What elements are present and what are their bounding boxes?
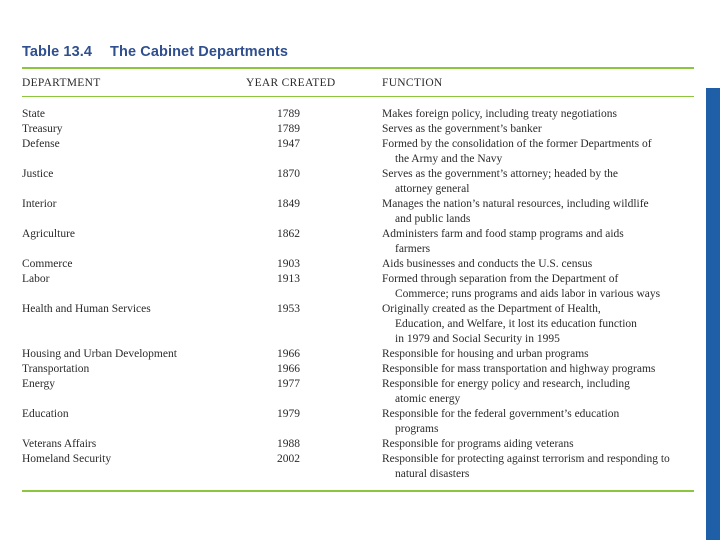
function-continuation-line: Education, and Welfare, it lost its education function bbox=[395, 318, 637, 330]
function-line: Administers farm and food stamp programs and aids bbox=[382, 228, 624, 240]
function-continuation-line: in 1979 and Social Security in 1995 bbox=[395, 333, 560, 345]
row-year: 1913 bbox=[277, 273, 300, 285]
row-department: Homeland Security bbox=[22, 453, 112, 465]
function-line: Serves as the government’s banker bbox=[382, 123, 542, 135]
row-department: Agriculture bbox=[22, 228, 76, 240]
row-function bbox=[382, 362, 655, 377]
row-year: 1953 bbox=[277, 303, 300, 315]
function-line: Formed by the consolidation of the former Departments of bbox=[382, 138, 652, 150]
function-line: Formed through separation from the Department of bbox=[382, 273, 619, 285]
row-year: 1977 bbox=[277, 378, 300, 390]
row-year: 1862 bbox=[277, 228, 300, 240]
row-year: 1979 bbox=[277, 408, 300, 420]
row-department: Justice bbox=[22, 168, 54, 180]
table-title bbox=[22, 44, 288, 60]
function-line: Responsible for programs aiding veterans bbox=[382, 438, 574, 450]
row-department: Veterans Affairs bbox=[22, 438, 97, 450]
row-function bbox=[382, 377, 630, 407]
blue-accent-bar bbox=[706, 88, 720, 540]
function-continuation-line: natural disasters bbox=[395, 468, 470, 480]
row-function bbox=[382, 137, 652, 167]
function-line: Originally created as the Department of Health, bbox=[382, 303, 601, 315]
function-line: Responsible for the federal government’s education bbox=[382, 408, 620, 420]
function-line: Manages the nation’s natural resources, including wildlife bbox=[382, 198, 649, 210]
function-line: Responsible for protecting against terrorism and responding to bbox=[382, 453, 670, 465]
row-year: 1947 bbox=[277, 138, 300, 150]
bottom-rule bbox=[22, 490, 694, 492]
row-department: Defense bbox=[22, 138, 60, 150]
function-continuation-line: and public lands bbox=[395, 213, 471, 225]
function-continuation-line: farmers bbox=[395, 243, 431, 255]
function-line: Serves as the government’s attorney; headed by the bbox=[382, 168, 618, 180]
row-function bbox=[382, 227, 624, 257]
function-continuation-line: the Army and the Navy bbox=[395, 153, 503, 165]
row-department: Treasury bbox=[22, 123, 63, 135]
row-function bbox=[382, 197, 649, 227]
function-continuation-line: atomic energy bbox=[395, 393, 461, 405]
table-caption: The Cabinet Departments bbox=[110, 44, 288, 60]
row-department: Transportation bbox=[22, 363, 90, 375]
header-rule bbox=[22, 96, 694, 97]
row-function bbox=[382, 437, 574, 452]
function-continuation-line: programs bbox=[395, 423, 439, 435]
row-department: Commerce bbox=[22, 258, 73, 270]
row-function bbox=[382, 107, 617, 122]
row-year: 1849 bbox=[277, 198, 300, 210]
function-continuation-line: attorney general bbox=[395, 183, 470, 195]
row-department: Energy bbox=[22, 378, 56, 390]
row-function bbox=[382, 407, 619, 437]
row-year: 1988 bbox=[277, 438, 300, 450]
row-function bbox=[382, 122, 542, 137]
row-function bbox=[382, 302, 637, 347]
row-year: 1966 bbox=[277, 363, 300, 375]
row-department: Housing and Urban Development bbox=[22, 348, 177, 360]
row-department: Education bbox=[22, 408, 69, 420]
row-department: Health and Human Services bbox=[22, 303, 151, 315]
row-department: State bbox=[22, 108, 45, 120]
header-year-created: YEAR CREATED bbox=[246, 77, 336, 89]
table-number: Table 13.4 bbox=[22, 44, 93, 60]
row-function bbox=[382, 167, 618, 197]
row-year: 1966 bbox=[277, 348, 300, 360]
row-department: Interior bbox=[22, 198, 57, 210]
row-department: Labor bbox=[22, 273, 50, 285]
row-year: 1789 bbox=[277, 108, 300, 120]
top-rule bbox=[22, 67, 694, 69]
row-function bbox=[382, 257, 592, 272]
row-function bbox=[382, 452, 670, 482]
function-line: Responsible for mass transportation and highway programs bbox=[382, 363, 656, 375]
row-function bbox=[382, 272, 660, 302]
function-line: Makes foreign policy, including treaty negotiations bbox=[382, 108, 617, 120]
row-year: 1789 bbox=[277, 123, 300, 135]
right-accent-strip bbox=[706, 0, 720, 540]
function-continuation-line: Commerce; runs programs and aids labor in various ways bbox=[395, 288, 661, 300]
row-year: 2002 bbox=[277, 453, 300, 465]
header-function: FUNCTION bbox=[382, 77, 443, 89]
function-line: Responsible for energy policy and research, including bbox=[382, 378, 630, 390]
row-function bbox=[382, 347, 589, 362]
function-line: Responsible for housing and urban programs bbox=[382, 348, 589, 360]
header-department: DEPARTMENT bbox=[22, 77, 101, 89]
row-year: 1903 bbox=[277, 258, 300, 270]
function-line: Aids businesses and conducts the U.S. census bbox=[382, 258, 593, 270]
row-year: 1870 bbox=[277, 168, 300, 180]
